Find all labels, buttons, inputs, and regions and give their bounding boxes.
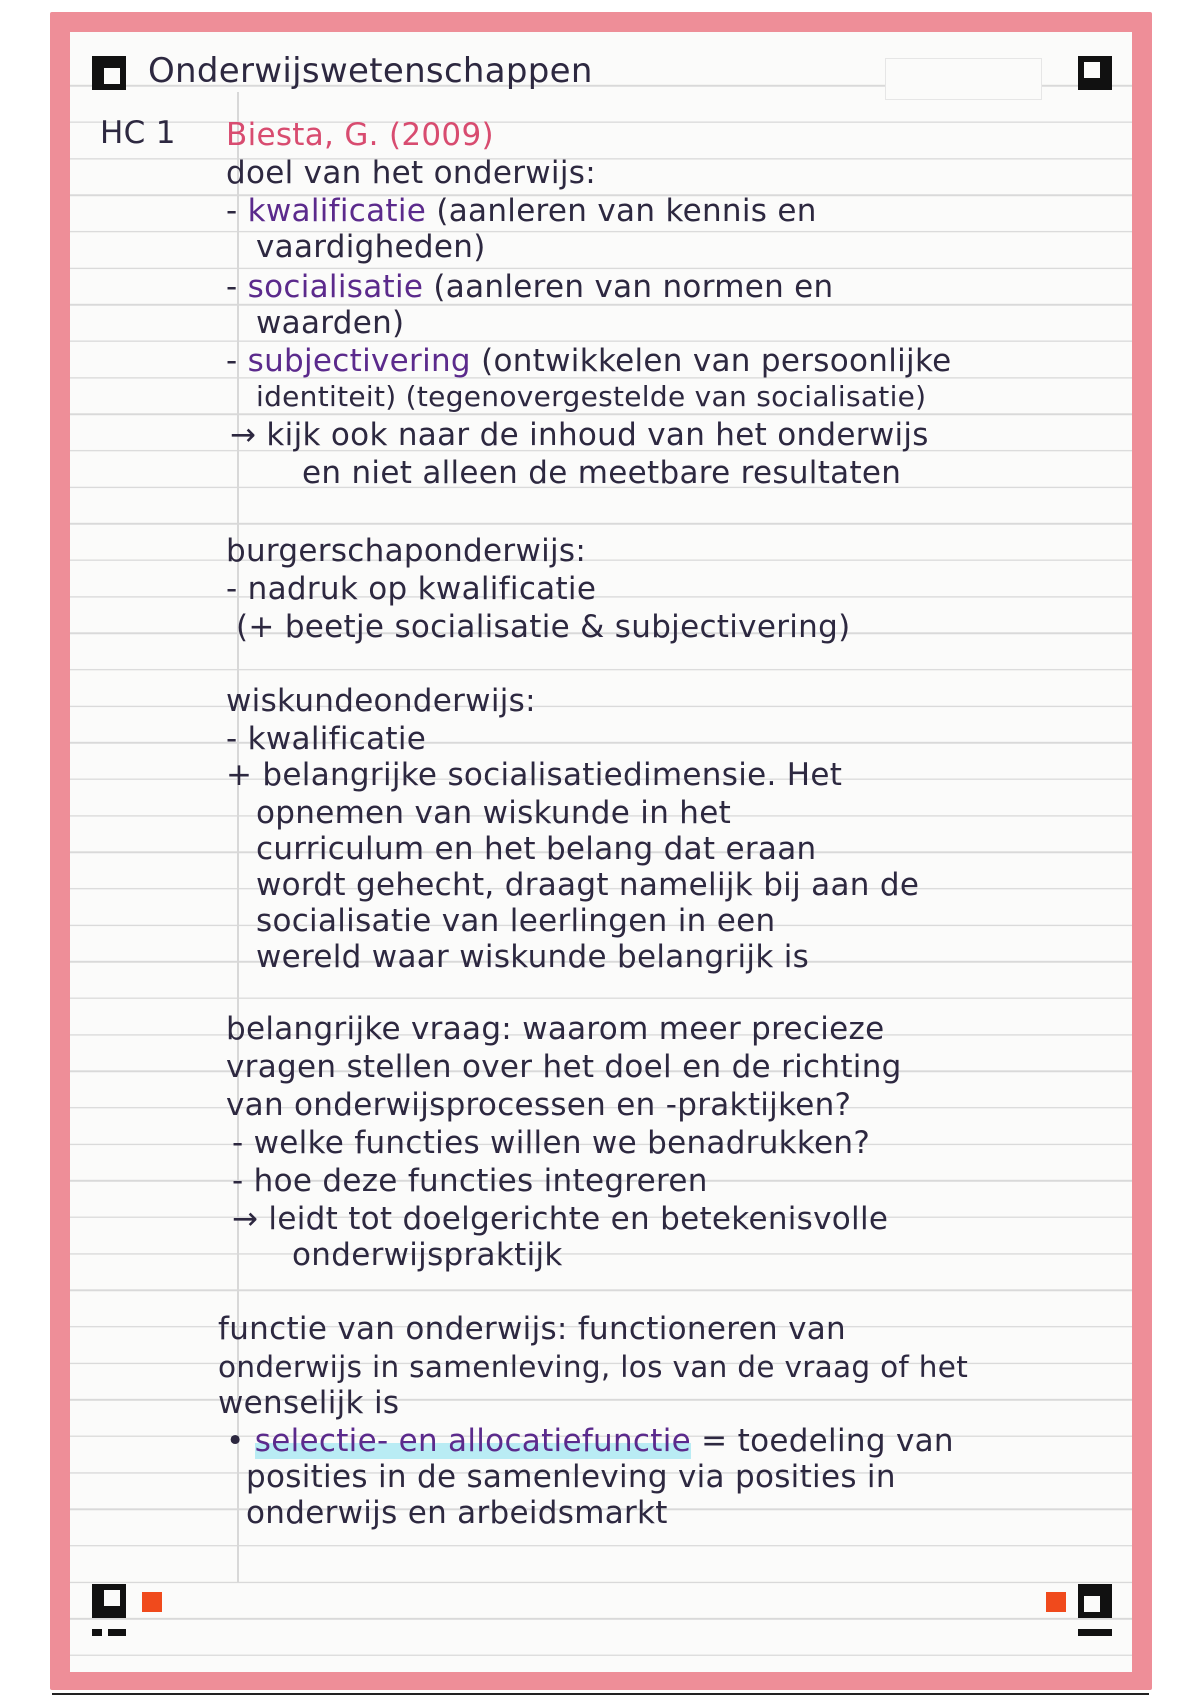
section-heading: wiskundeonderwijs: [226,683,536,719]
term: socialisatie [247,269,424,305]
list-item-cont: wordt gehecht, draagt namelijk bij aan de [256,867,920,903]
list-item-text: (aanleren van normen en [423,269,834,305]
list-item-text: (aanleren van kennis en [426,193,817,229]
reference: Biesta, G. (2009) [226,117,494,153]
term: kwalificatie [247,193,427,229]
section-heading: doel van het onderwijs: [226,155,596,191]
list-item-cont: socialisatie van leerlingen in een [256,903,776,939]
highlighted-term: selectie- en allocatiefunctie [254,1423,692,1459]
list-item: - hoe deze functies integreren [232,1163,708,1199]
list-item-cont: waarden) [256,305,405,341]
corner-marker-top-left-icon [92,56,126,90]
list-item-cont: identiteit) (tegenovergestelde van socialisatie) [256,380,927,413]
list-item: - nadruk op kwalificatie [226,571,597,607]
list-item-text: = toedeling van [691,1423,954,1459]
corner-marker-bottom-left-icon [92,1584,126,1618]
marker-dash [92,1629,102,1636]
notebook-page [70,32,1132,1672]
arrow-note-cont: en niet alleen de meetbare resultaten [302,455,902,491]
corner-marker-bottom-right-icon [1078,1584,1112,1618]
marker-dash [1078,1629,1112,1636]
orange-square-icon [142,1592,162,1612]
marker-dash [108,1629,126,1636]
list-item-cont: posities in de samenleving via posities in [246,1459,896,1495]
paragraph-line: belangrijke vraag: waarom meer precieze [226,1011,885,1047]
list-item: • selectie- en allocatiefunctie = toedeling van [226,1423,954,1459]
list-item: + belangrijke socialisatiedimensie. Het [226,757,843,793]
list-item-cont: vaardigheden) [256,229,486,265]
paragraph-line: vragen stellen over het doel en de richting [226,1049,902,1085]
list-item-cont: wereld waar wiskunde belangrijk is [256,939,810,975]
section-heading: burgerschaponderwijs: [226,533,587,569]
list-item: - subjectivering (ontwikkelen van persoonlijke [226,343,952,379]
paragraph-line: van onderwijsprocessen en -praktijken? [226,1087,852,1123]
arrow-note: → kijk ook naar de inhoud van het onderwijs [230,417,929,453]
list-item-cont: opnemen van wiskunde in het [256,795,732,831]
arrow-note-cont: onderwijspraktijk [292,1237,563,1273]
paragraph-line: onderwijs in samenleving, los van de vraag of het [218,1350,969,1384]
list-item: - welke functies willen we benadrukken? [232,1125,871,1161]
list-item: - socialisatie (aanleren van normen en [226,269,834,305]
paragraph-line: wenselijk is [218,1385,400,1421]
title-box [885,58,1042,100]
list-item: (+ beetje socialisatie & subjectivering) [236,609,851,645]
lecture-label: HC 1 [100,115,176,151]
list-item: - kwalificatie [226,721,427,757]
list-item-cont: curriculum en het belang dat eraan [256,831,817,867]
arrow-note: → leidt tot doelgerichte en betekenisvolle [232,1201,889,1237]
bottom-rule [52,1693,1149,1695]
corner-marker-top-right-icon [1078,56,1112,90]
list-item-cont: onderwijs en arbeidsmarkt [246,1495,668,1531]
list-item-text: (ontwikkelen van persoonlijke [470,343,952,379]
page-title: Onderwijswetenschappen [148,51,593,91]
list-item: - kwalificatie (aanleren van kennis en [226,193,817,229]
paragraph-line: functie van onderwijs: functioneren van [218,1311,846,1347]
term: subjectivering [247,343,471,379]
orange-square-icon [1046,1592,1066,1612]
